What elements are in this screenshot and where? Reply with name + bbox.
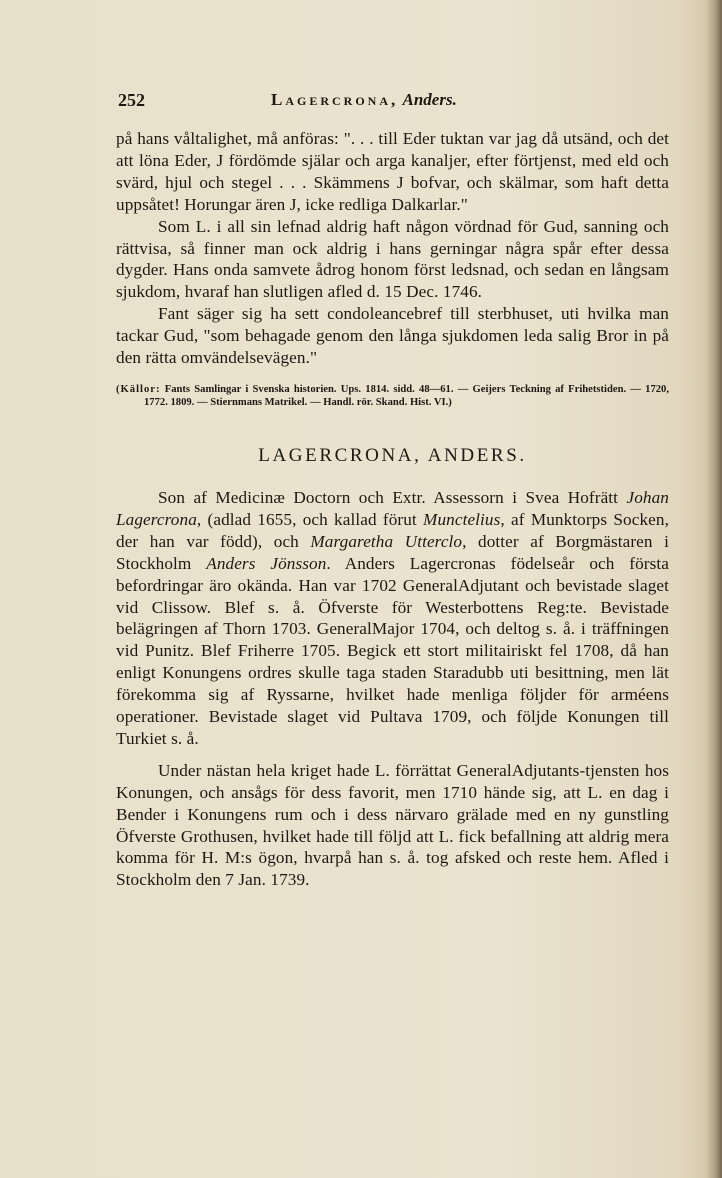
paragraph-gap — [116, 750, 669, 760]
bio-text-e: . Anders Lagercronas födelseår och första befordringar äro okända. Han var 1702 GeneralAdjutant och bevistade slaget vid Clissow. Blef s. å. Öfverste för Westerbottens Reg:te. Bevistade belägringen af Thorn 1703. GeneralMajor 1704, och deltog s. å. i träffningen vid Punitz. Blef Friherre 1705. Begick ett stort militairiskt fel 1708, då han enligt Konungens ordres skulle taga staden Staradubb uti besittning, men lät förekomma sig af Ryssarne, hvilket hade menliga följder för arméens operationer. Bevistade slaget vid Pultava 1709, och följde Konungen till Turkiet s. å. — [116, 553, 670, 748]
paragraph-condolence: Fant säger sig ha sett condoleancebref till sterbhuset, uti hvilka man tackar Gud, "som behagade genom den långa sjukdomen leda salig Bror in på den rätta omvändelsevägen." — [116, 304, 669, 368]
sources-text: Fants Samlingar i Svenska historien. Ups. 1814. sidd. 48—61. — Geijers Teckning af Frihetstiden. — 1720, 1772. 1809. — Stiernmans Matrikel. — Handl. rör. Skand. Hist. VI.) — [144, 383, 669, 408]
running-title-given: Anders. — [402, 90, 457, 109]
paragraph-quote: på hans våltalighet, må anföras: ". . . till Eder tuktan var jag då utsänd, och det att löna Eder, J fördömde själar och arga kanaljer, efter förtjenst, med eld och svärd, hjul och stegel . . . Skämmens J bofvar, och skälmar, som haft detta uppsåtet! Horungar ären J, icke redliga Dalkarlar." — [116, 129, 669, 214]
bio-text-b: , (adlad 1655, och kallad förut — [196, 509, 424, 529]
bio-text-c: , af Munktorps Socken, der han var född), och — [116, 509, 669, 551]
page-body — [116, 128, 669, 891]
sources-label: (Källor: — [116, 383, 161, 395]
page-number: 252 — [118, 90, 145, 110]
paragraph-career: Under nästan hela kriget hade L. förrättat GeneralAdjutants-tjensten hos Konungen, och ansågs för dess favorit, men 1710 hände sig, att L. en dag i Bender i Konungens rum och i dess närvaro grälade med en ny gunstling Öfverste Grothusen, hvilket hade till följd att L. fick befallning att aldrig mera komma för H. M:s ögon, hvarpå han s. å. tog afsked och reste hem. Afled i Stockholm den 7 Jan. 1739. — [116, 760, 669, 890]
bio-text-a: Son af Medicinæ Doctorn och Extr. Assessorn i Svea Hofrätt — [158, 487, 627, 507]
running-title — [271, 90, 457, 110]
page-header — [118, 90, 678, 116]
page-edge-shadow — [706, 0, 722, 1178]
name-johan-lagercrona: Johan Lagercrona — [116, 487, 669, 529]
paragraph-character: Som L. i all sin lefnad aldrig haft någon vördnad för Gud, sanning och rättvisa, så finner man ock aldrig i hans gerningar några spår efter dessa dygder. Hans onda samvete ådrog honom först ledsnad, och sedan en långsam sjukdom, hvaraf han slutligen afled d. 15 Dec. 1746. — [116, 216, 669, 302]
name-munctelius: Munctelius — [423, 509, 501, 529]
name-margaretha-utterclo: Margaretha Utterclo — [310, 531, 463, 551]
paragraph-biography — [116, 487, 669, 750]
sources-note — [116, 383, 669, 409]
entry-title: LAGERCRONA, ANDERS. — [258, 444, 527, 466]
running-title-name: Lagercrona, — [271, 90, 399, 109]
bio-text-d: , dotter af Borgmästaren i Stockholm — [116, 531, 669, 573]
name-anders-jonsson: Anders Jönsson — [206, 553, 327, 573]
